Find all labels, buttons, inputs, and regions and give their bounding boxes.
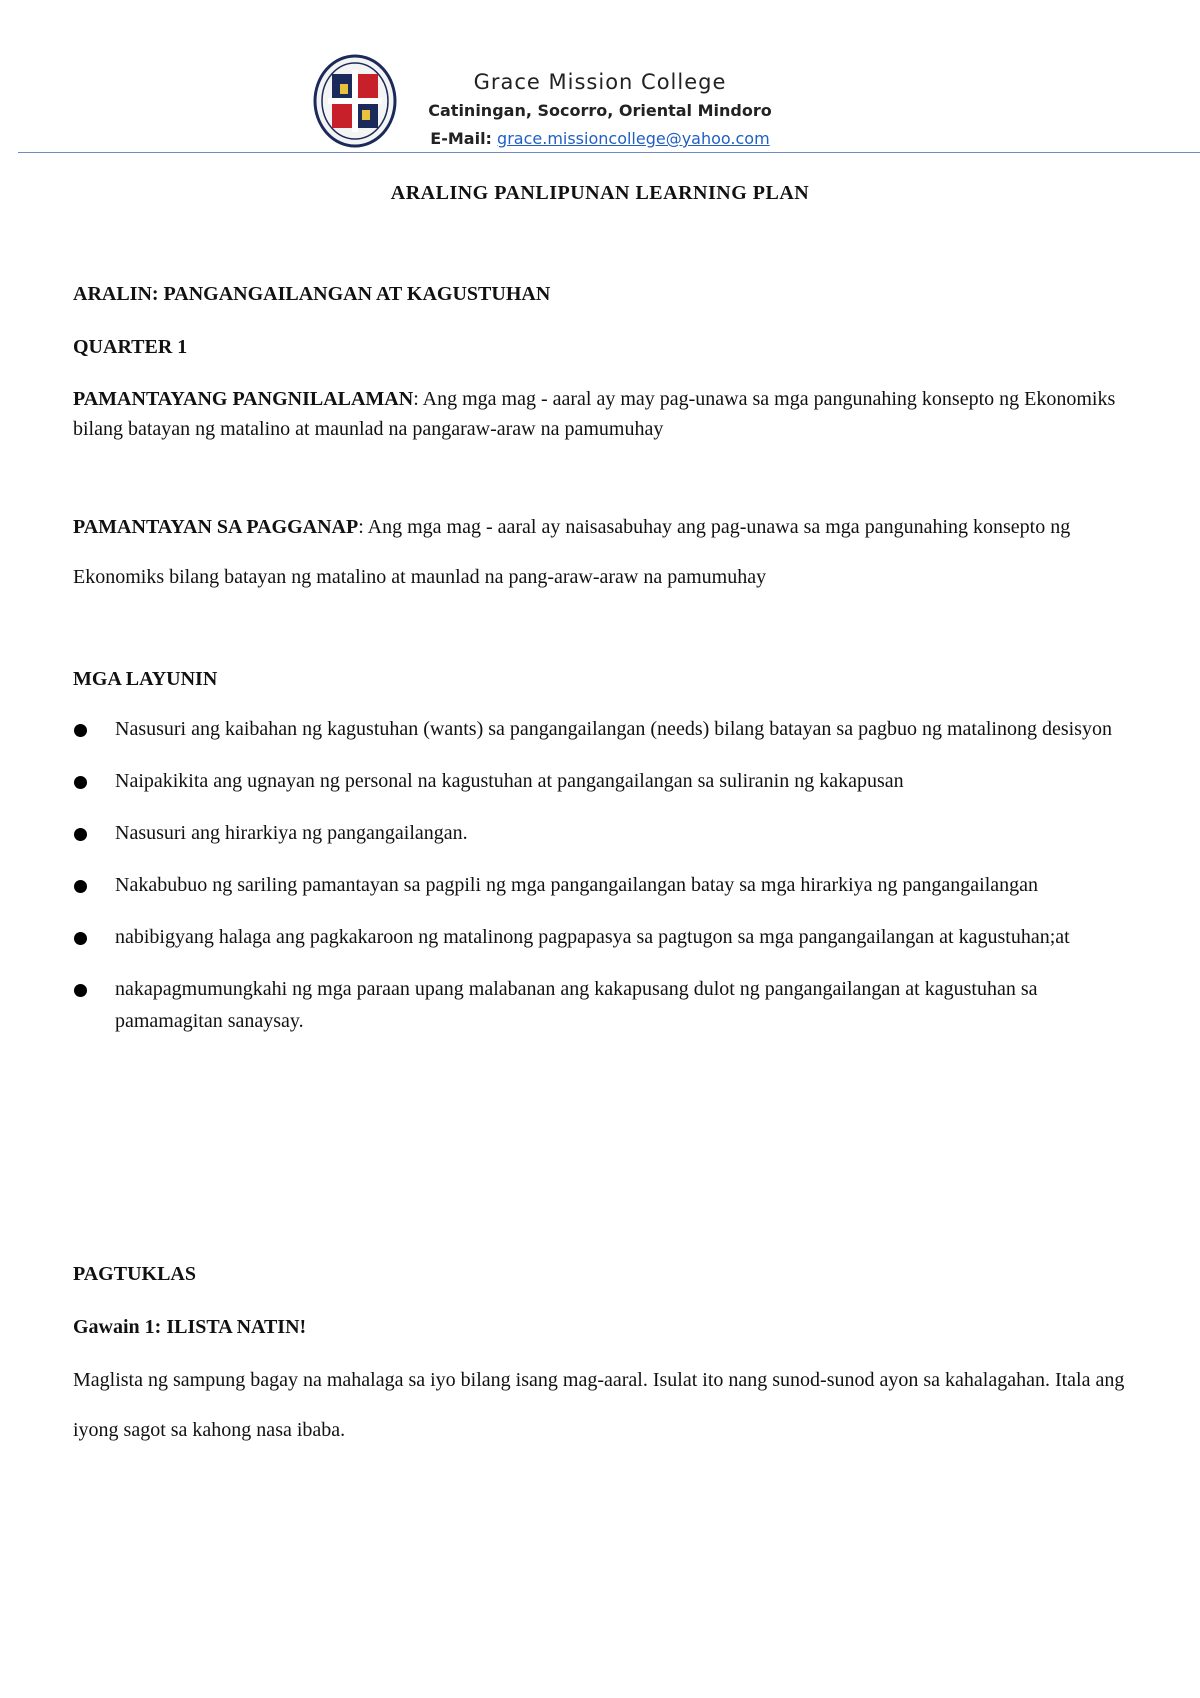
pangnilalaman-text: : Ang mga mag - aaral ay may pag-unawa sa mga pangunahing konsepto ng Ekonomiks bilang batayan ng matalino at maunlad na pangaraw-araw na pamumuhay bbox=[73, 388, 1116, 440]
list-item bbox=[73, 817, 1133, 849]
college-address: Catiningan, Socorro, Oriental Mindoro bbox=[428, 101, 772, 120]
bullet-icon bbox=[74, 724, 87, 737]
pagtuklas-heading: PAGTUKLAS bbox=[73, 1263, 196, 1285]
header-divider bbox=[18, 152, 1200, 153]
email-link[interactable]: grace.missioncollege@yahoo.com bbox=[497, 129, 770, 148]
objective-text: Nakabubuo ng sariling pamantayan sa pagpili ng mga pangangailangan batay sa mga hirarkiya ng pangangailangan bbox=[115, 874, 1039, 896]
objective-text: Nasusuri ang hirarkiya ng pangangailangan. bbox=[115, 822, 468, 844]
pagganap-text: : Ang mga mag - aaral ay naisasabuhay ang pag-unawa sa mga pangunahing konsepto ng Ekonomiks bilang batayan ng matalino at maunlad na pang-araw-araw na pamumuhay bbox=[73, 516, 1071, 588]
objective-text: nabibigyang halaga ang pagkakaroon ng matalinong pagpapasya sa pagtugon sa mga pangangailangan at kagustuhan;at bbox=[115, 926, 1070, 948]
college-name: Grace Mission College bbox=[473, 70, 727, 94]
pamantayang-pangnilalaman bbox=[73, 384, 1133, 444]
college-email-line bbox=[380, 129, 820, 148]
list-item bbox=[73, 765, 1133, 797]
objective-text: Nasusuri ang kaibahan ng kagustuhan (wants) sa pangangailangan (needs) bilang batayan sa pagbuo ng matalinong desisyon bbox=[115, 718, 1112, 740]
gawain-heading: Gawain 1: ILISTA NATIN! bbox=[73, 1316, 307, 1338]
bullet-icon bbox=[74, 984, 87, 997]
list-item bbox=[73, 973, 1133, 1037]
list-item bbox=[73, 869, 1133, 901]
email-label: E-Mail: bbox=[430, 129, 492, 148]
list-item bbox=[73, 713, 1133, 745]
quarter-heading: QUARTER 1 bbox=[73, 336, 188, 358]
pagganap-label: PAMANTAYAN SA PAGGANAP bbox=[73, 516, 359, 538]
letterhead bbox=[0, 0, 1200, 160]
layunin-heading: MGA LAYUNIN bbox=[73, 668, 218, 690]
bullet-icon bbox=[74, 932, 87, 945]
bullet-icon bbox=[74, 828, 87, 841]
bullet-icon bbox=[74, 880, 87, 893]
objective-text: nakapagmumungkahi ng mga paraan upang malabanan ang kakapusang dulot ng pangangailangan at kagustuhan sa pamamagitan sanaysay. bbox=[115, 978, 1038, 1032]
list-item bbox=[73, 921, 1133, 953]
document-title: ARALING PANLIPUNAN LEARNING PLAN bbox=[390, 182, 810, 204]
aralin-heading: ARALIN: PANGANGAILANGAN AT KAGUSTUHAN bbox=[73, 283, 551, 305]
objectives-list bbox=[73, 713, 1133, 1057]
pangnilalaman-label: PAMANTAYANG PANGNILALAMAN bbox=[73, 388, 414, 410]
gawain-instructions: Maglista ng sampung bagay na mahalaga sa iyo bilang isang mag-aaral. Isulat ito nang sunod-sunod ayon sa kahalagahan. Itala ang iyong sagot sa kahong nasa ibaba. bbox=[73, 1369, 1125, 1441]
pamantayan-sa-pagganap bbox=[73, 502, 1133, 602]
objective-text: Naipakikita ang ugnayan ng personal na kagustuhan at pangangailangan sa suliranin ng kakapusan bbox=[115, 770, 904, 792]
bullet-icon bbox=[74, 776, 87, 789]
